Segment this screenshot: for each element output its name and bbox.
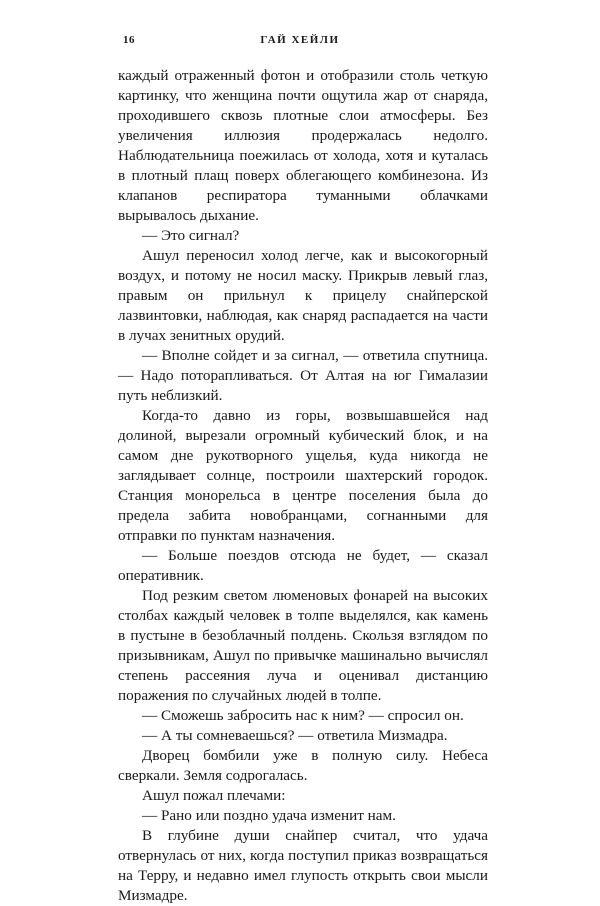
paragraph-6: — Больше поездов отсюда не будет, — сказал оперативник. [118, 547, 488, 584]
paragraph-4: — Вполне сойдет и за сигнал, — ответила спутница. — Надо поторапливаться. От Алтая на юг Гималазии путь неблизкий. [118, 347, 488, 404]
paragraph-11: Ашул пожал плечами: [142, 787, 286, 804]
paragraph-12: — Рано или поздно удача изменит нам. [142, 807, 396, 824]
paragraph-3: Ашул переносил холод легче, как и высокогорный воздух, и потому не носил маску. Прикрыв левый глаз, правым он прильнул к прицелу снайперской лазвинтовки, наблюдая, как снаряд распадается на части в лучах зенитных орудий. [118, 247, 488, 344]
paragraph-8: — Сможешь забросить нас к ним? — спросил он. [142, 707, 464, 724]
running-head: ГАЙ ХЕЙЛИ [260, 34, 340, 46]
paragraph-1: каждый отраженный фотон и отобразили столь четкую картинку, что женщина почти ощутила жар от снаряда, проходившего сквозь плотные слои атмосферы. Без увеличения иллюзия продержалась недолго. Наблюдательница поежилась от холода, хотя и куталась в плотный плащ поверх облегающего комбинезона. Из клапанов респиратора туманными облачками вырывалось дыхание. [118, 67, 488, 224]
paragraph-5: Когда-то давно из горы, возвышавшейся над долиной, вырезали огромный кубический блок, и на самом дне рукотворного ущелья, куда никогда не заглядывает солнце, построили шахтерский городок. Станция монорельса в центре поселения была до предела забита новобранцами, согнанными для отправки по пунктам назначения. [118, 407, 488, 544]
paragraph-13: В глубине души снайпер считал, что удача отвернулась от них, когда поступил приказ возвращаться на Терру, и недавно имел глупость открыть свои мысли Мизмадре. [118, 827, 488, 904]
paragraph-9: — А ты сомневаешься? — ответила Мизмадра. [142, 727, 448, 744]
paragraph-7: Под резким светом люменовых фонарей на высоких столбах каждый человек в толпе выделялся, как камень в пустыне в безоблачный полдень. Скользя взглядом по призывникам, Ашул по привычке машинально вычислял степень рассеяния луча и оценивал дистанцию поражения по случайных людей в толпе. [118, 587, 488, 704]
body-text [118, 66, 488, 906]
paragraph-2: — Это сигнал? [142, 227, 240, 244]
paragraph-10: Дворец бомбили уже в полную силу. Небеса сверкали. Земля содрогалась. [118, 747, 488, 784]
page-number: 16 [123, 34, 135, 46]
